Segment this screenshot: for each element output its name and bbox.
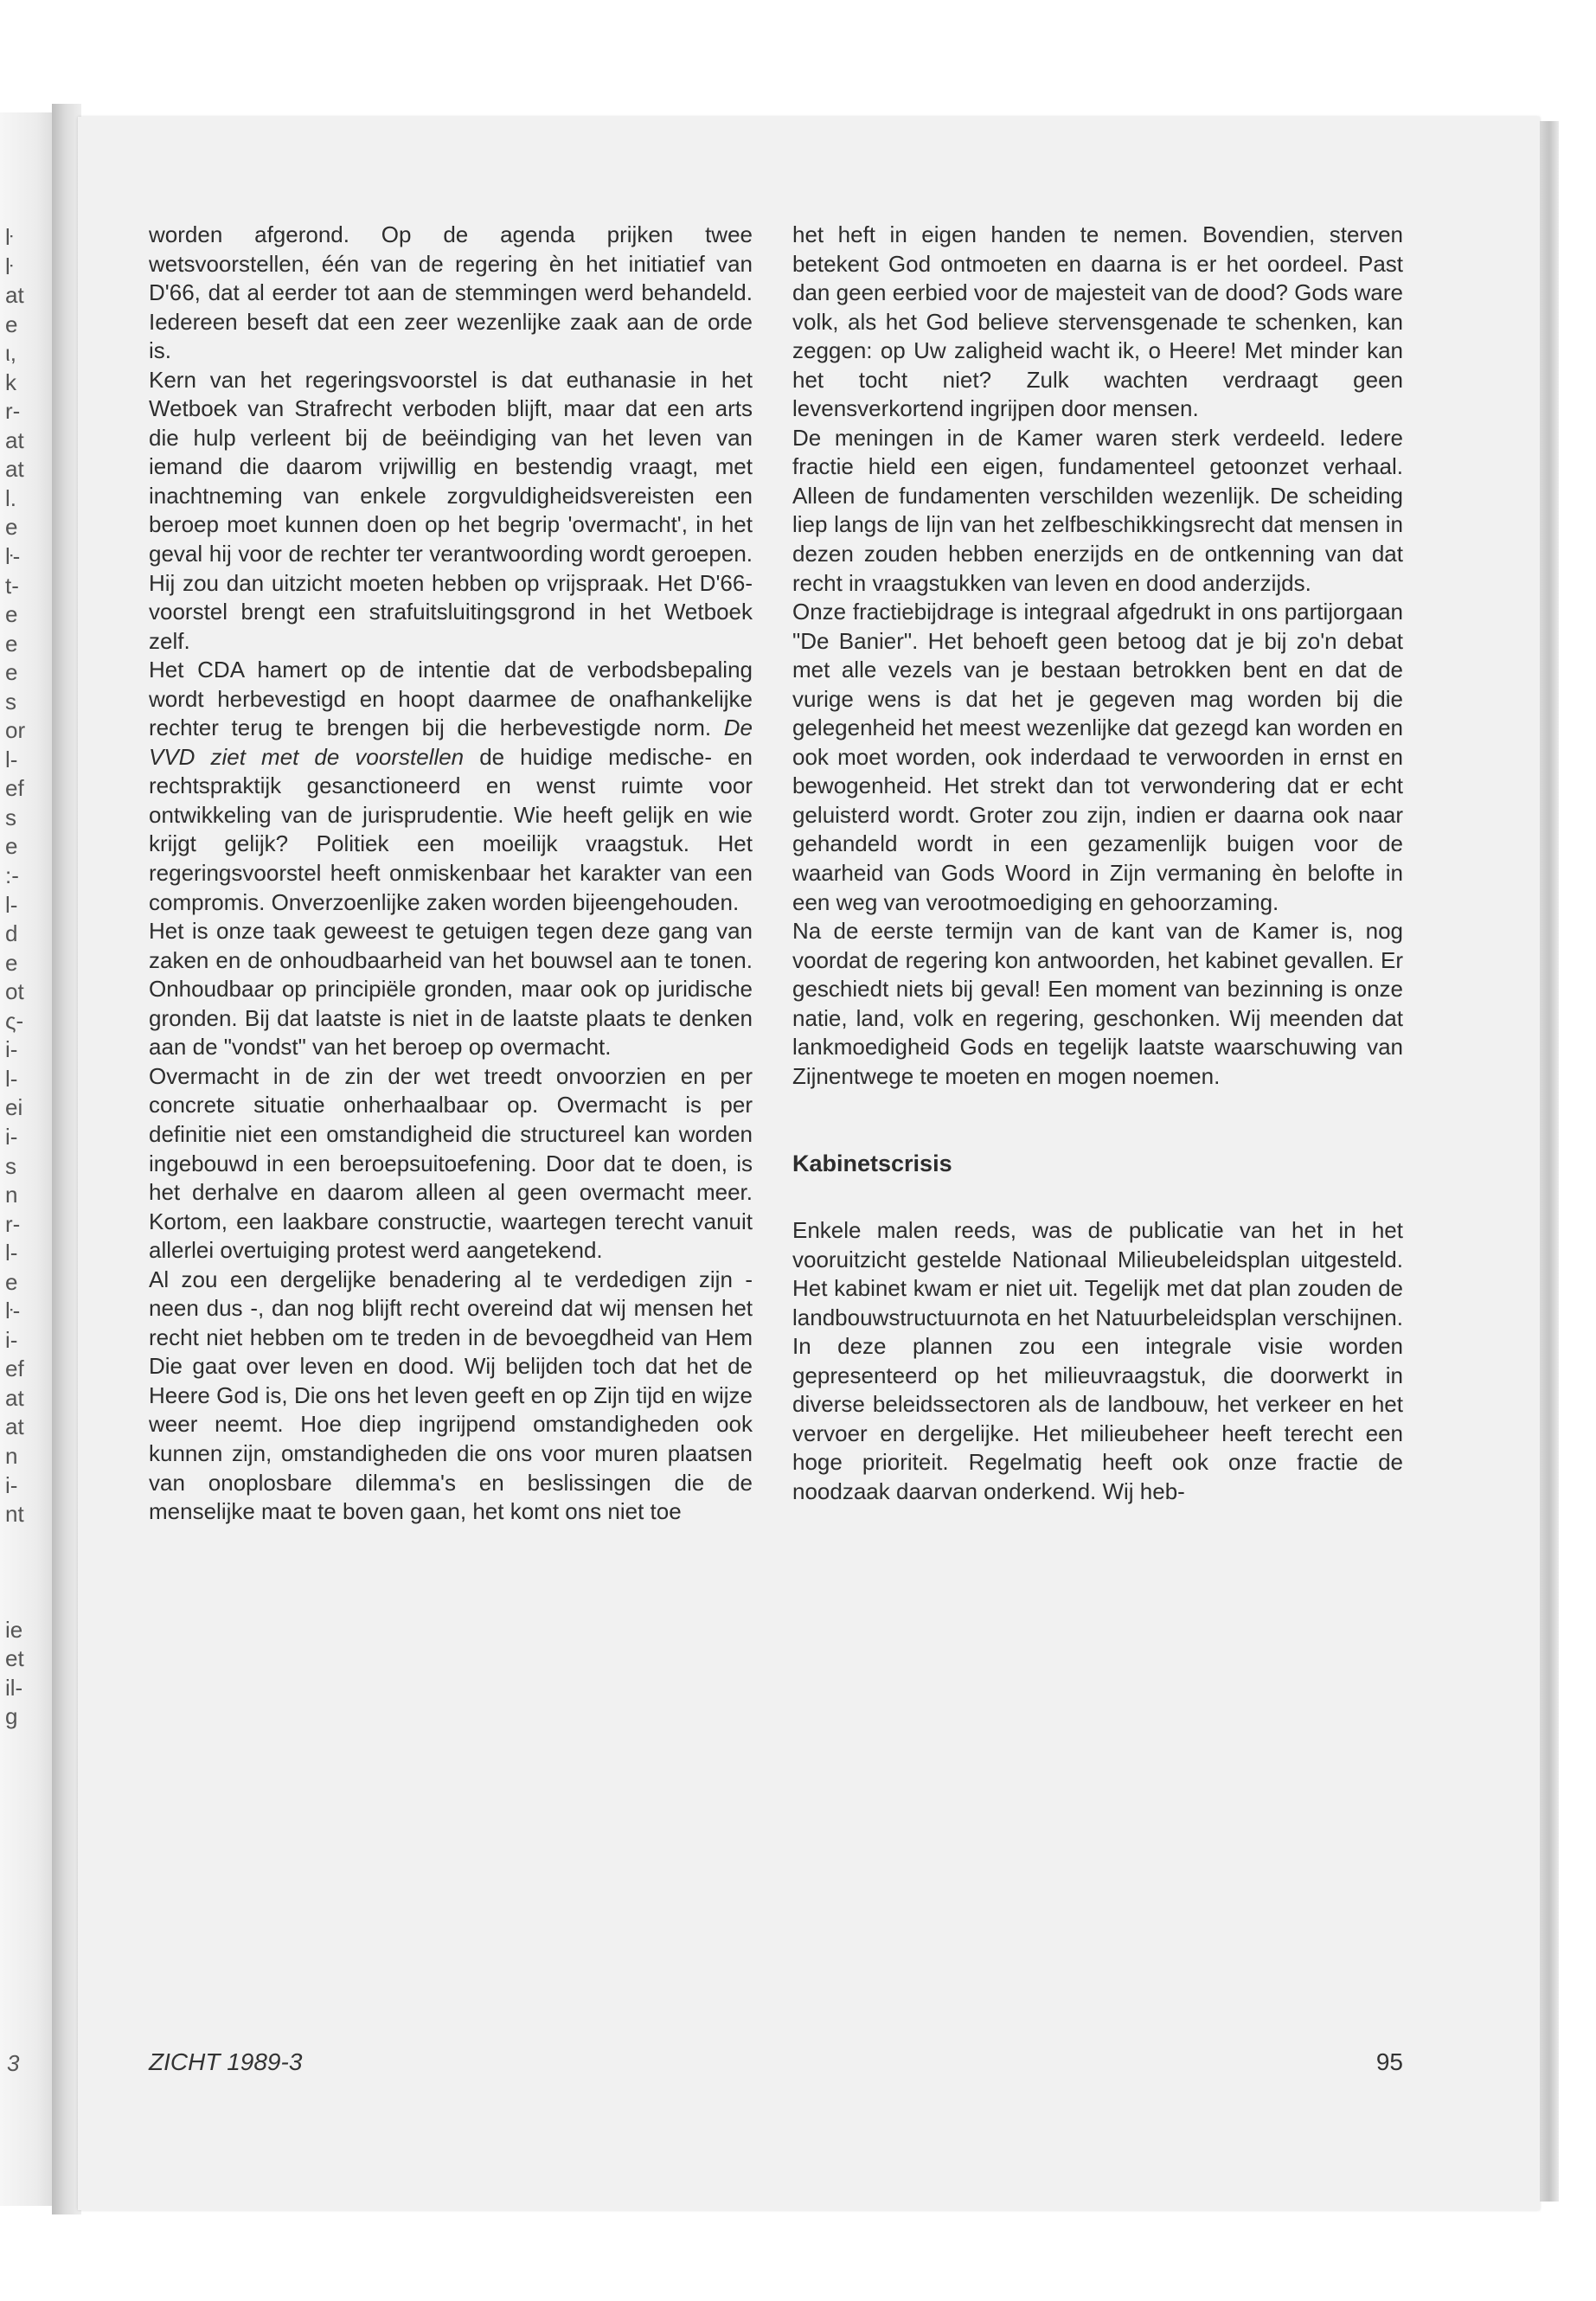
left-page-fragment: s [5,1152,16,1179]
page-right-edge [1540,121,1559,2202]
left-page-fragment: l- [5,1065,18,1092]
left-page-fragment: l- [5,746,18,772]
left-page-fragment: e [5,311,18,337]
left-page-fragment: i- [5,1123,18,1150]
left-page-fragment: at [5,456,24,483]
left-page-fragment: e [5,601,18,628]
left-page-fragment: ie [5,1616,23,1643]
left-page-fragment: e [5,514,18,541]
paragraph: De meningen in de Kamer waren sterk verdeeld. Iedere fractie hield een eigen, fundamenteel getoonzet verhaal. Alleen de fundamenten verschilden wezenlijk. De scheiding liep langs de lijn van het zelfbeschikkingsrecht dat mensen in dezen zouden hebben enerzijds en de ontkenning van dat recht in vraagstukken van leven en dood anderzijds. [792,424,1403,596]
left-page-fragment: e [5,630,18,657]
left-page-fragment: d [5,920,18,947]
left-page-fragment: ŀ [5,224,13,250]
paragraph: Kern van het regeringsvoorstel is dat euthanasie in het Wetboek van Strafrecht verboden blijft, maar dat een arts die hulp verleent bij de beëindiging van het leven van iemand die daarom vrijwillig en bestendig vraagt, met inachtneming van enkele zorgvuldigheidsvereisten een beroep moet kunnen doen op het begrip 'overmacht', in het geval hij voor de rechter ter verantwoording wordt geroepen. Hij zou dan uitzicht moeten hebben op vrijspraak. Het D'66-voorstel brengt een strafuitsluitingsgrond in het Wetboek zelf. [149,366,753,654]
left-page-fragment: at [5,1384,24,1411]
left-page-fragment: et [5,1645,24,1672]
left-page-fragment: ŀ- [5,543,21,570]
right-text-column [792,221,1403,1506]
left-page-fragment: ef [5,775,24,802]
left-page-fragment: g [5,1703,18,1730]
left-page-fragment: il- [5,1674,23,1701]
left-page-fragment: ς- [5,1007,24,1034]
section-heading-kabinetscrisis: Kabinetscrisis [792,1150,952,1177]
left-page-fragment: ei [5,1094,23,1121]
journal-title: ZICHT 1989-3 [149,2048,303,2075]
left-page-fragment: ι, [5,340,16,367]
paragraph: Onze fractiebijdrage is integraal afgedrukt in ons partijorgaan "De Banier". Het behoeft geen betoog dat je bij zo'n debat met alle vezels van je bestaan betrokken bent en dat de vurige wens is dat het je gegeven mag worden bij die gelegenheid het meest wezenlijke dat gezegd kan worden en ook moet worden, ook inderdaad te verwoorden in ernst en bewogenheid. Het strekt dan tot verwondering dat er echt geluisterd wordt. Groter zou zijn, indien er daarna ook naar gehandeld wordt in een gezamenlijk buigen voor de waarheid van Gods Woord in Zijn vermaning èn belofte in een weg van verootmoediging en gehoorzaming. [792,599,1403,915]
left-page-fragment: r- [5,1210,21,1237]
left-page-fragment: i- [5,1471,18,1498]
left-text-column [149,221,753,1527]
left-page-fragment: e [5,833,18,860]
left-page-fragment: l. [5,484,16,511]
left-page-fragment: at [5,426,24,453]
left-page-fragment: ot [5,978,24,1005]
page-number: 95 [1375,2048,1403,2075]
left-page-fragment: l- [5,891,18,918]
left-page-fragment: i- [5,1326,18,1353]
left-page-text-fragments [5,223,28,1732]
left-page-fragment: t- [5,572,19,599]
paragraph: Het CDA hamert op de intentie dat de verbodsbepaling wordt herbevestigd en hoopt daarmee de onafhankelijke rechter terug te brengen bij die herbevestigde norm. De VVD ziet met de voorstellen de huidige medische- en rechtspraktijk gesanctioneerd en wenst ruimte voor ontwikkeling van de jurisprudentie. Wie heeft gelijk en wie krijgt gelijk? Politiek een moeilijk vraagstuk. Het regeringsvoorstel heeft onmiskenbaar het karakter van een compromis. Onverzoenlijke zaken worden bijeengehouden. [149,657,753,915]
left-page-fragment: n [5,1442,18,1469]
left-page-fragment: i- [5,1036,18,1063]
left-page-fragment: at [5,282,24,309]
left-page-fragment: s [5,688,16,715]
left-page-fragment: e [5,949,18,976]
left-page-fragment: e [5,659,18,686]
paragraph: Al zou een dergelijke benadering al te verdedigen zijn - neen dus -, dan nog blijft recht overeind dat wij mensen het recht niet hebben om te treden in de bevoegdheid van Hem Die gaat over leven en dood. Wij belijden toch dat het de Heere God is, Die ons het leven geeft en op Zijn tijd en wijze weer neemt. Hoe diep ingrijpend omstandigheden ook kunnen zijn, omstandigheden die ons voor muren plaatsen van onoplosbare dilemma's en beslissingen die de menselijke maat te boven gaan, het komt ons niet toe [149,1266,753,1525]
paragraph: worden afgerond. Op de agenda prijken twee wetsvoorstellen, één van de regering èn het initiatief van D'66, dat al eerder tot aan de stemmingen werd behandeld. Iedereen beseft dat een zeer wezenlijke zaak aan de orde is. [149,221,753,364]
paragraph: Het is onze taak geweest te getuigen tegen deze gang van zaken en de onhoudbaarheid van het bouwsel aan te tonen. Onhoudbaar op principiële gronden, maar ook op juridische gronden. Bij dat laatste is niet in de laatste plaats te denken aan de "vondst" van het beroep op overmacht. [149,918,753,1061]
left-page-fragment: ŀ- [5,1298,21,1324]
book-spine-shadow [52,104,81,2214]
left-page-fragment: ŀ [5,253,13,279]
left-page-fragment: e [5,1268,18,1295]
left-page-fragment: or [5,717,26,744]
paragraph: Overmacht in de zin der wet treedt onvoorzien en per concrete situatie onherhaalbaar op. Overmacht is per definitie niet een omstandigheid die structureel kan worden ingebouwd in een beroepsuitoefening. Door dat te doen, is het derhalve en daarom alleen al geen overmacht meer. Kortom, een laakbare constructie, waartegen terecht vanuit allerlei overtuiging protest werd aangetekend. [149,1062,753,1264]
left-page-fragment: s [5,804,16,830]
paragraph: Na de eerste termijn van de kant van de Kamer is, nog voordat de regering kon antwoorden, het kabinet gevallen. Er geschiedt niets bij geval! Een moment van bezinning is onze natie, land, volk en regering, geschonken. Wij meenden dat lankmoedigheid Gods en tegelijk laatste waarschuwing van Zijnentwege te moeten en mogen noemen. [792,918,1403,1089]
left-page-fragment: l- [5,1240,18,1266]
left-page-fragment: n [5,1182,18,1208]
left-page-fragment: at [5,1413,24,1440]
left-page-fragment: nt [5,1501,24,1528]
paragraph: het heft in eigen handen te nemen. Bovendien, sterven betekent God ontmoeten en daarna is er het oordeel. Past dan geen eerbied voor de majesteit van de dood? Gods ware volk, als het God believe stervensgenade te schenken, kan zeggen: op Uw zaligheid wacht ik, o Heere! Met minder kan het tocht niet? Zulk wachten verdraagt geen levensverkortend ingrijpen door mensen. [792,221,1403,422]
left-page-fragment: k [5,369,16,395]
paragraph: Enkele malen reeds, was de publicatie van het in het vooruitzicht gestelde Nationaal Milieubeleidsplan uitgesteld. Het kabinet kwam er niet uit. Tegelijk met dat plan zouden de landbouwstructuurnota en het Natuurbeleidsplan verschijnen. In deze plannen zou een integrale visie worden gepresenteerd op het milieuvraagstuk, die doorwerkt in diverse beleidssectoren als de landbouw, het verkeer en het vervoer en dergelijke. Het milieubeheer heeft terecht een hoge prioriteit. Regelmatig heeft ook onze fractie de noodzaak daarvan onderkend. Wij heb- [792,1216,1403,1504]
left-page-fragment: ef [5,1356,24,1382]
left-page-fragment: :- [5,862,19,889]
left-page-fragment: r- [5,398,21,425]
left-page-footer-fragment: 3 [7,2050,20,2076]
